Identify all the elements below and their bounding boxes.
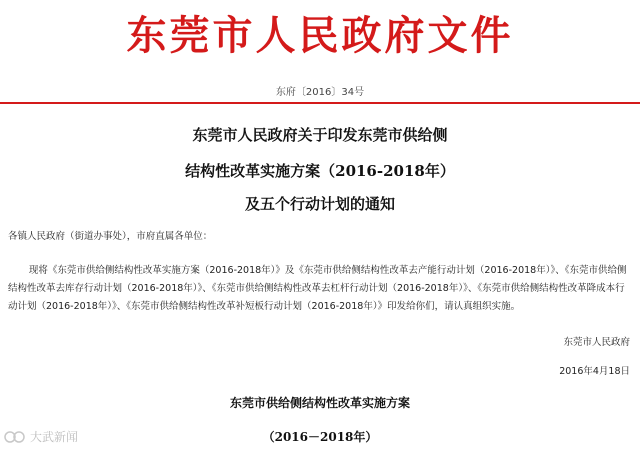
- watermark-logo-icon: [4, 430, 26, 444]
- attachment-title: 东莞市供给侧结构性改革实施方案: [229, 396, 410, 410]
- header-divider: [0, 102, 640, 104]
- signature-organization: 东莞市人民政府: [563, 337, 630, 348]
- attachment-years: （2016－2018年）: [262, 430, 378, 444]
- notice-title-line-2: 结构性改革实施方案（2016-2018年）: [185, 162, 455, 180]
- watermark-text: 大武新闻: [30, 430, 79, 444]
- document-number: 东府〔2016〕34号: [275, 87, 365, 98]
- notice-title-line-3: 及五个行动计划的通知: [244, 195, 395, 213]
- signature-date: 2016年4月18日: [559, 366, 630, 377]
- notice-title-line-1: 东莞市人民政府关于印发东莞市供给侧: [192, 126, 448, 144]
- watermark: [4, 428, 78, 445]
- addressee: 各镇人民政府（街道办事处），市府直属各单位：: [8, 231, 213, 242]
- body-paragraph: 现将《东莞市供给侧结构性改革实施方案（2016-2018年）》及《东莞市供给侧结构性改革去产能行动计划（2016-2018年）》、《东莞市供给侧结构性改革去库存行动计划（2016-2018年）》、《东莞市供给侧结构性改革去杠杆行动计划（2016-2018年）》、《东莞市供给侧结构性改革降成本行动计划（2016-2018年）》、《东莞市供给侧结构性改革补短板行动计划（2016-2018年）》印发给你们，请认真组织实施。: [8, 265, 627, 312]
- document-header-title: 东莞市人民政府文件: [126, 12, 514, 59]
